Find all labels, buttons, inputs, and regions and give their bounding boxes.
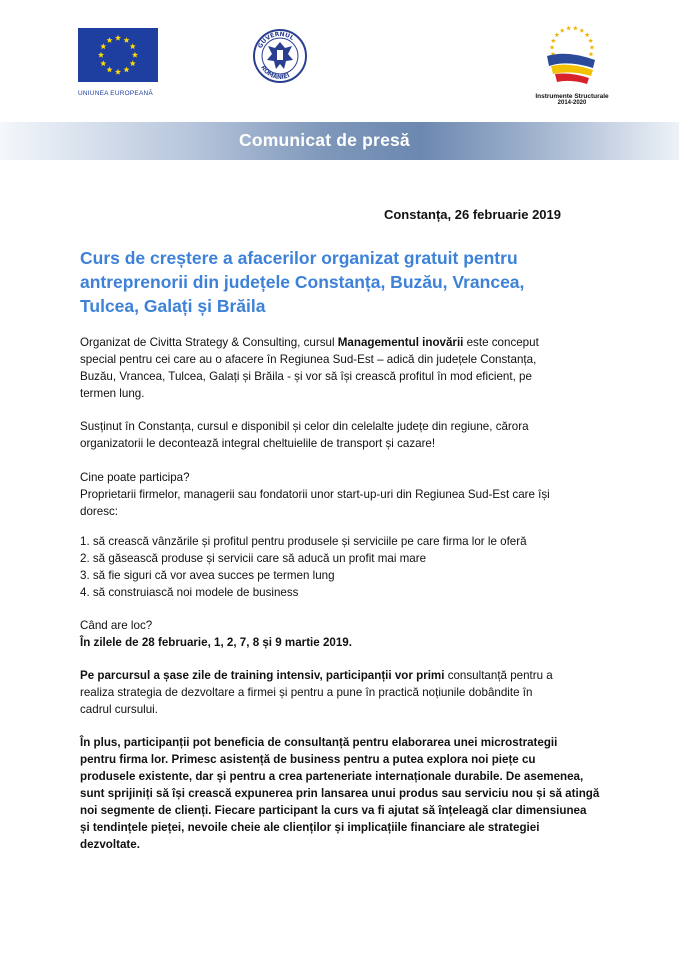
paragraph-line: pentru firma lor. Primesc asistență de business pentru a putea explora noi piețe cu [80, 753, 536, 766]
is-star-icon [554, 32, 559, 37]
paragraph-line: dezvoltate. [80, 838, 140, 851]
headline-line: Tulcea, Galați și Brăila [80, 296, 266, 316]
government-emblem-icon [252, 28, 308, 84]
goal-list-item: 2. să găsească produse și servicii care să aducă un profit mai mare [80, 552, 427, 565]
headline-line: Curs de creștere a afacerilor organizat gratuit pentru [80, 248, 518, 268]
section-who [80, 469, 600, 520]
goal-list-item: 3. să fie siguri că vor avea succes pe termen lung [80, 569, 335, 582]
section-when [80, 617, 600, 651]
paragraph-line: Proprietarii firmelor, managerii sau fondatorii unor start-up-uri din Regiunea Sud-Est care își [80, 488, 550, 501]
paragraph-line [80, 667, 600, 684]
is-star-icon [550, 45, 555, 50]
document-date: Constanța, 26 februarie 2019 [383, 207, 561, 222]
paragraph-line [80, 334, 600, 351]
when-answer: În zilele de 28 februarie, 1, 2, 7, 8 și 9 martie 2019. [80, 636, 352, 649]
is-star-icon [590, 45, 595, 50]
text-run: este conceput [463, 336, 539, 349]
is-star-icon [573, 26, 578, 31]
is-star-icon [588, 38, 593, 43]
is-star-icon [560, 28, 565, 33]
paragraph-line: cadrul cursului. [80, 703, 158, 716]
is-caption-years: 2014-2020 [557, 100, 587, 106]
press-release-banner [0, 122, 679, 160]
text-run-bold: Pe parcursul a șase zile de training intensiv, participanții vor primi [80, 669, 445, 682]
is-star-icon [589, 52, 594, 57]
instrumente-structurale-icon [537, 22, 607, 86]
is-caption-title: Instrumente Structurale [535, 93, 609, 100]
svg-text:ROMÂNIEI: ROMÂNIEI [259, 64, 291, 82]
eu-logo [78, 28, 160, 97]
paragraph-line: Buzău, Vrancea, Tulcea, Galați și Brăila - și vor să își crească profitul în mod eficient, pe [80, 370, 532, 383]
paragraph-line: termen lung. [80, 387, 145, 400]
who-question: Cine poate participa? [80, 471, 190, 484]
paragraph-line: organizatorii le decontează integral cheltuielile de transport și cazare! [80, 437, 436, 450]
paragraph-line: În plus, participanții pot beneficia de consultanță pentru elaborarea unei microstrategii [80, 736, 558, 749]
text-run: Organizat de Civitta Strategy & Consulting, cursul [80, 336, 338, 349]
instrumente-structurale-logo [526, 22, 618, 106]
goal-list-item: 1. să crească vânzările și profitul pentru produsele și serviciile pe care firma lor le oferă [80, 535, 527, 548]
text-run: consultanță pentru a [444, 669, 553, 682]
paragraph-benefits [80, 734, 600, 853]
paragraph-line: realiza strategia de dezvoltare a firmei și pentru a pune în practică noțiunile dobândite în [80, 686, 533, 699]
is-star-icon [585, 32, 590, 37]
paragraph-line: sunt sprijiniți să își crească expunerea prin lansarea unui produs sau serviciu nou și să atingă [80, 787, 600, 800]
paragraph-line: special pentru cei care au o afacere în Regiunea Sud-Est – adică din județele Constanța, [80, 353, 537, 366]
course-name: Managementul inovării [337, 336, 464, 349]
paragraph-support [80, 418, 600, 452]
paragraph-training [80, 667, 600, 718]
svg-text:GUVERNUL: GUVERNUL [256, 30, 296, 50]
banner-title: Comunicat de presă [239, 130, 410, 150]
goal-list-item: 4. să construiască noi modele de business [80, 586, 299, 599]
is-star-icon [566, 26, 571, 31]
headline-line: antreprenorii din județele Constanța, Buzău, Vrancea, [80, 272, 525, 292]
paragraph-line: Susținut în Constanța, cursul e disponibil și celor din celelalte județe din regiune, cărora [80, 420, 529, 433]
is-star-icon [551, 38, 556, 43]
headline [80, 246, 580, 318]
eu-caption: UNIUNEA EUROPEANĂ [78, 90, 153, 97]
when-question: Când are loc? [80, 619, 153, 632]
paragraph-line: produsele existente, dar și pentru a crea parteneriate internaționale durabile. De asemenea, [80, 770, 584, 783]
eu-flag-icon [78, 28, 158, 82]
paragraph-line: noi segmente de clienți. Fiecare participant la curs va fi ajutat să înțeleagă clar dimensiunea [80, 804, 587, 817]
paragraph-line: doresc: [80, 505, 119, 518]
paragraph-line: și tendințele pieței, nevoile cheie ale clienților și implicațiile financiare ale strategiei [80, 821, 540, 834]
is-star-icon [579, 28, 584, 33]
paragraph-intro [80, 334, 600, 402]
